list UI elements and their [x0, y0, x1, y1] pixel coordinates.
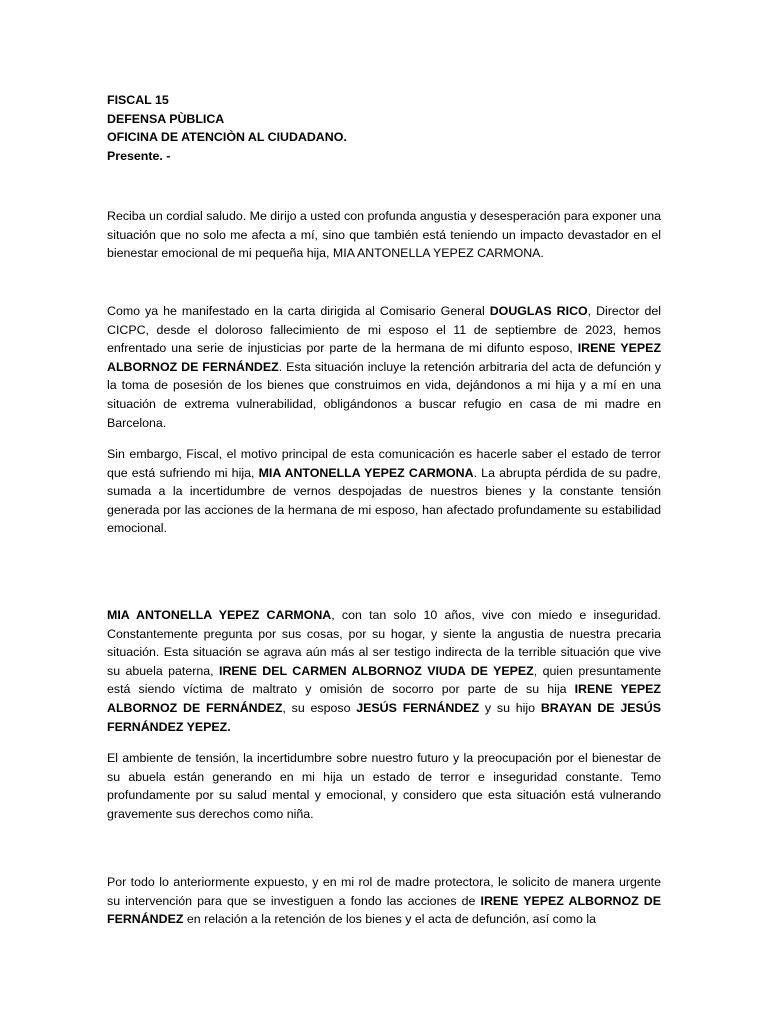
paragraph-text: Sin embargo, Fiscal, el motivo principal de esta comunicación es hacerle saber el estado de terror que está sufriendo mi hija, [107, 447, 661, 480]
paragraph-text: , con tan solo 10 años, vive con miedo e inseguridad. Constantemente pregunta por sus cosas, por su hogar, y siente la angustia de nuestra precaria situación. Esta situación se agrava aún más al ser testigo indirecta de la terrible situación que vive su abuela paterna, [107, 608, 661, 678]
bold-name: IRENE YEPEZ ALBORNOZ DE FERNÁNDEZ [107, 893, 661, 927]
paragraph-request [107, 873, 661, 929]
paragraph-greeting [107, 207, 661, 263]
paragraph-text: . Esta situación incluye la retención arbitraria del acta de defunción y la toma de posesión de los bienes que construimos en vida, dejándonos a mi hija y a mí en una situación de extrema vulnerabilidad, obligándonos a buscar refugio en casa de mi madre en Barcelona. [107, 359, 661, 430]
bold-name: MIA ANTONELLA YEPEZ CARMONA [107, 608, 332, 622]
paragraph-concern [107, 749, 661, 823]
paragraph-text: Por todo lo anteriormente expuesto, y en mi rol de madre protectora, le solicito de manera urgente su intervención para que se investiguen a fondo las acciones de [107, 875, 661, 908]
paragraph-text: , su esposo [282, 700, 357, 715]
paragraph-background [107, 302, 661, 432]
paragraph-text: , Director del CICPC, desde el doloroso fallecimiento de mi esposo el 11 de septiembre de 2023, hemos enfrentado una serie de injusticias por parte de la hermana de mi difunto esposo, [107, 304, 661, 356]
bold-name: IRENE DEL CARMEN ALBORNOZ VIUDA DE YEPEZ [219, 663, 534, 678]
recipient-header [107, 91, 347, 165]
header-line-oficina: OFICINA DE ATENCIÒN AL CIUDADANO. [107, 130, 347, 144]
paragraph-text: en relación a la retención de los bienes y el acta de defunción, así como la [183, 912, 597, 927]
header-line-defensa: DEFENSA PÙBLICA [107, 111, 225, 126]
bold-name: IRENE YEPEZ ALBORNOZ DE FERNÁNDEZ [107, 682, 661, 715]
paragraph-text: El ambiente de tensión, la incertidumbre sobre nuestro futuro y la preocupación por el bienestar de su abuela están generando en mi hija un estado de terror e inseguridad constante. Temo profundamente por su salud mental y emocional, y considero que esta situación está vulnerando gravemente sus derechos como niña. [107, 751, 661, 821]
paragraph-text: Como ya he manifestado en la carta dirigida al Comisario General [107, 304, 490, 318]
bold-name: IRENE YEPEZ ALBORNOZ DE FERNÁNDEZ [107, 341, 662, 374]
bold-name: MIA ANTONELLA YEPEZ CARMONA [258, 465, 474, 480]
paragraph-text: Reciba un cordial saludo. Me dirijo a usted con profunda angustia y desesperación para exponer una situación que no solo me afecta a mí, sino que también está teniendo un impacto devastador en el bienestar emocional de mi pequeña hija, MIA ANTONELLA YEPEZ CARMONA. [107, 209, 661, 261]
header-line-presente: Presente. - [107, 148, 171, 163]
paragraph-text: y su hijo [479, 700, 541, 715]
header-line-fiscal: FISCAL 15 [107, 93, 169, 107]
paragraph-text: , quien presuntamente está siendo víctima de maltrato y omisión de socorro por parte de su hija [107, 663, 661, 697]
paragraph-daughter-situation [107, 606, 661, 736]
paragraph-text: . La abrupta pérdida de su padre, sumada a la incertidumbre de vernos despojadas de nuestros bienes y la constante tensión generada por las acciones de la hermana de mi esposo, han afectado profundamente su estabilidad emocional. [107, 465, 661, 536]
bold-name: BRAYAN DE JESÚS FERNÁNDEZ YEPEZ. [107, 700, 661, 734]
bold-name: JESÚS FERNÁNDEZ [356, 700, 480, 715]
bold-name: DOUGLAS RICO [489, 304, 588, 318]
paragraph-main-motive [107, 445, 661, 538]
